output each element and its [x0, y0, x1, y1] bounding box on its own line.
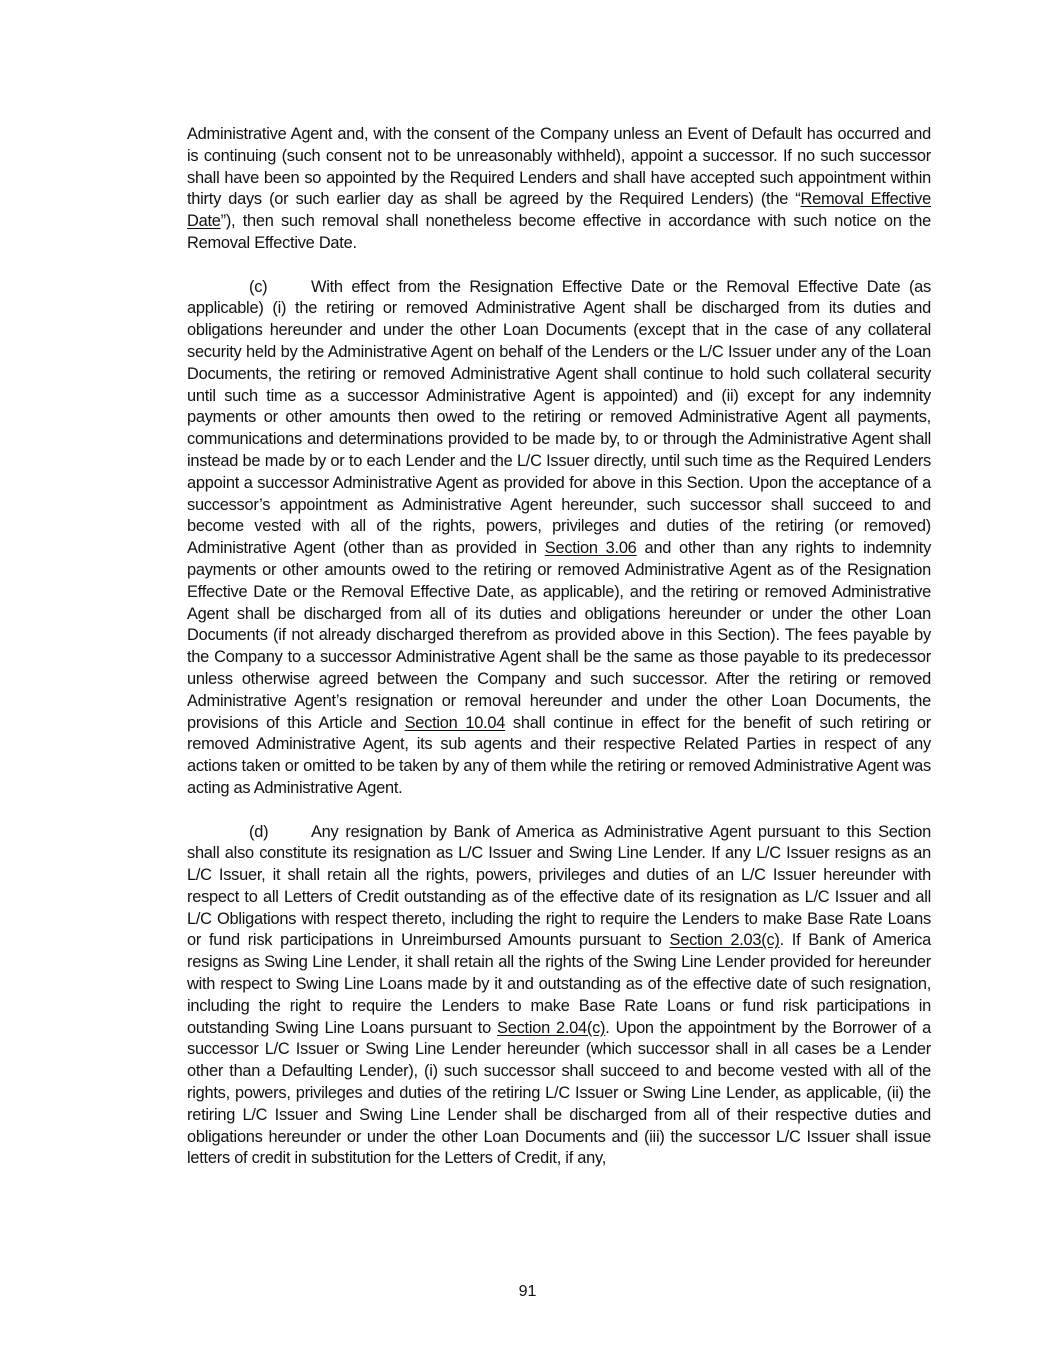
page-number: 91: [518, 1283, 537, 1300]
section-reference-2-04c: Section 2.04(c): [497, 1018, 606, 1037]
paragraph-d: [187, 822, 931, 1171]
paragraph-text: ”), then such removal shall nonetheless become effective in accordance with such notice on the Removal Effective Date.: [187, 212, 931, 252]
paragraph-text: shall continue in effect for the benefit of such retiring or removed Administrative Agent, its sub agents and their respective Related Parties in respect of any actions taken or omitted to be taken by any of them while the retiring or removed Administrative Agent was acting as Administrative Agent.: [187, 713, 931, 797]
paragraph-text: Any resignation by Bank of America as Administrative Agent pursuant to this Section shall also constitute its resignation as L/C Issuer and Swing Line Lender. If any L/C Issuer resigns as an L/C Issuer, it shall retain all the rights, powers, privileges and duties of an L/C Issuer hereunder with respect to all Letters of Credit outstanding as of the effective date of its resignation as L/C Issuer and all L/C Obligations with respect thereto, including the right to require the Lenders to make Base Rate Loans or fund risk participations in Unreimbursed Amounts pursuant to: [187, 822, 931, 950]
section-reference-2-03c: Section 2.03(c): [669, 931, 780, 950]
section-reference-3-06: Section 3.06: [544, 539, 637, 558]
paragraph-label: (d): [249, 822, 269, 841]
defined-term-removal-effective-date: Removal Effective Date: [187, 190, 931, 231]
paragraph-b-continued: [187, 124, 931, 255]
paragraph-text: With effect from the Resignation Effective Date or the Removal Effective Date (as applicable) (i) the retiring or removed Administrative Agent shall be discharged from its duties and obligations hereunder and under the other Loan Documents (except that in the case of any collateral security held by the Administrative Agent on behalf of the Lenders or the L/C Issuer under any of the Loan Documents, the retiring or removed Administrative Agent shall continue to hold such collateral security until such time as a successor Administrative Agent is appointed) and (ii) except for any indemnity payments or other amounts then owed to the retiring or removed Administrative Agent all payments, communications and determinations provided to be made by, to or through the Administrative Agent shall instead be made by or to each Lender and the L/C Issuer directly, until such time as the Required Lenders appoint a successor Administrative Agent as provided for above in this Section. Upon the acceptance of a successor’s appointment as Administrative Agent hereunder, such successor shall succeed to and become vested with all of the rights, powers, privileges and duties of the retiring (or removed) Administrative Agent (other than as provided in: [187, 277, 931, 558]
document-body: [187, 124, 931, 1192]
paragraph-text: Administrative Agent and, with the consent of the Company unless an Event of Default has occurred and is continuing (such consent not to be unreasonably withheld), appoint a successor. If no such successor shall have been so appointed by the Required Lenders and shall have accepted such appointment within thirty days (or such earlier day as shall be agreed by the Required Lenders) (the “: [187, 125, 931, 209]
section-reference-10-04: Section 10.04: [404, 713, 506, 732]
paragraph-text: . If Bank of America resigns as Swing Line Lender, it shall retain all the rights of the Swing Line Lender provided for hereunder with respect to Swing Line Loans made by it and outstanding as of the effective date of such resignation, including the right to require the Lenders to make Base Rate Loans or fund risk participations in outstanding Swing Line Loans pursuant to: [187, 931, 931, 1037]
paragraph-text: and other than any rights to indemnity payments or other amounts owed to the retiring or removed Administrative Agent as of the Resignation Effective Date or the Removal Effective Date, as applicable), and the retiring or removed Administrative Agent shall be discharged from all of its duties and obligations hereunder or under the other Loan Documents (if not already discharged therefrom as provided above in this Section). The fees payable by the Company to a successor Administrative Agent shall be the same as those payable to its predecessor unless otherwise agreed between the Company and such successor. After the retiring or removed Administrative Agent’s resignation or removal hereunder and under the other Loan Documents, the provisions of this Article and: [187, 539, 932, 732]
paragraph-c: [187, 277, 931, 800]
paragraph-text: . Upon the appointment by the Borrower of a successor L/C Issuer or Swing Line Lender hereunder (which successor shall in all cases be a Lender other than a Defaulting Lender), (i) such successor shall succeed to and become vested with all of the rights, powers, privileges and duties of the retiring L/C Issuer or Swing Line Lender, as applicable, (ii) the retiring L/C Issuer and Swing Line Lender shall be discharged from all of their respective duties and obligations hereunder or under the other Loan Documents and (iii) the successor L/C Issuer shall issue letters of credit in substitution for the Letters of Credit, if any,: [187, 1018, 931, 1168]
paragraph-label: (c): [249, 277, 268, 296]
